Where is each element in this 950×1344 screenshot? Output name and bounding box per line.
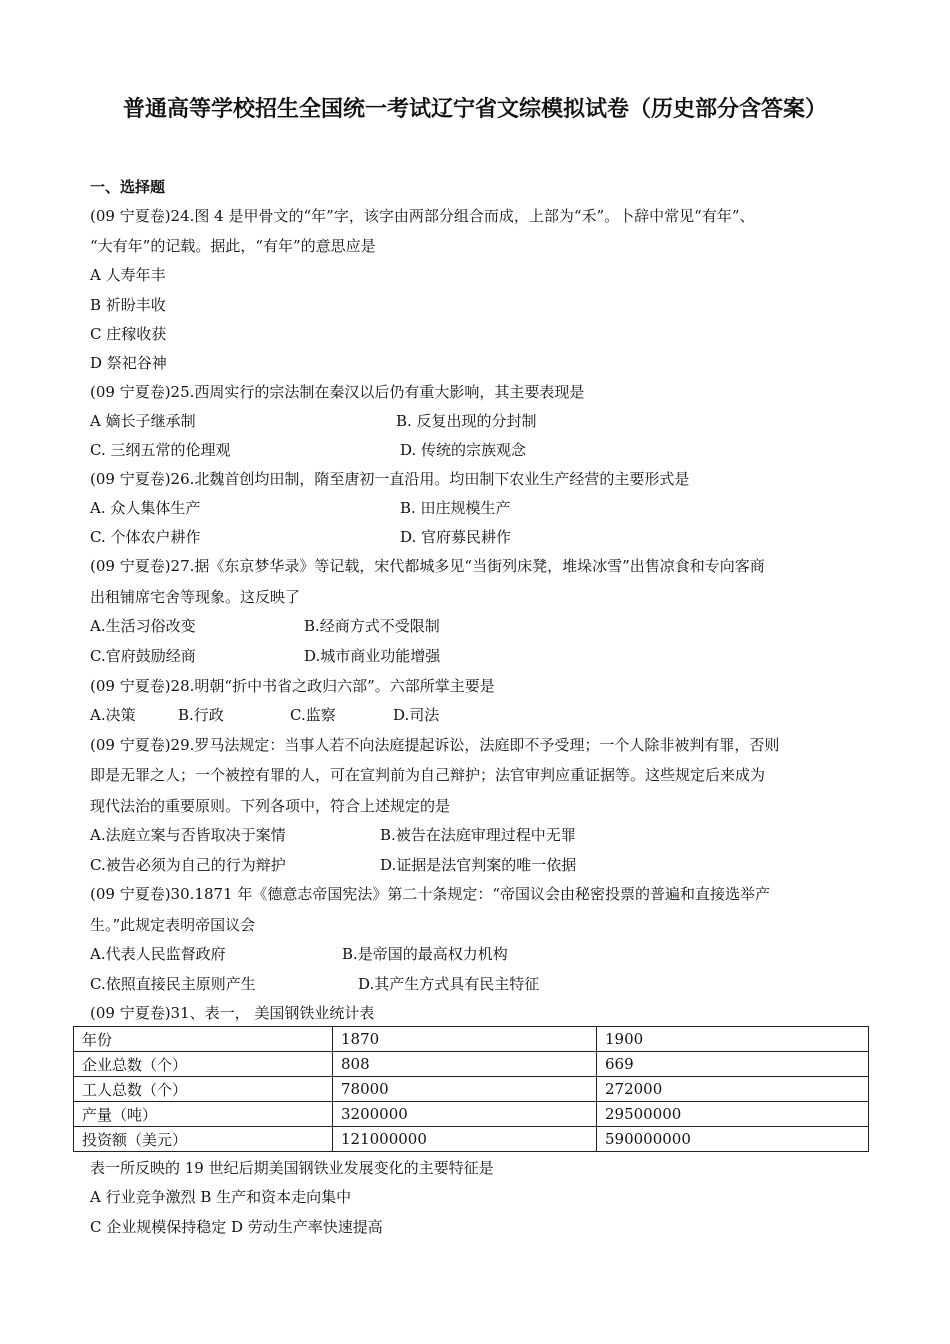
- table-cell: 3200000: [333, 1102, 597, 1127]
- q28-stem: (09 宁夏卷)28.明朝“折中书省之政归六部”。六部所掌主要是: [90, 677, 495, 695]
- table-row: [74, 1027, 869, 1052]
- q26-stem: (09 宁夏卷)26.北魏首创均田制，隋至唐初一直沿用。均田制下农业生产经营的主要形式是: [90, 470, 690, 488]
- q30-stem-line2: 生。”此规定表明帝国议会: [90, 916, 256, 934]
- table-cell: 78000: [333, 1077, 597, 1102]
- page-title: 普通高等学校招生全国统一考试辽宁省文综模拟试卷（历史部分含答案）: [122, 97, 827, 122]
- table-cell: 投资额（美元）: [74, 1127, 333, 1152]
- q26-option-a: A. 众人集体生产: [90, 499, 201, 517]
- q29-stem-line2: 即是无罪之人；一个被控有罪的人，可在宣判前为自己辩护；法官审判应重证据等。这些规定后来成为: [90, 766, 766, 784]
- q27-option-a: A.生活习俗改变: [90, 617, 196, 635]
- q31-options-ab: A 行业竞争激烈 B 生产和资本走向集中: [90, 1188, 352, 1206]
- q29-stem-line3: 现代法治的重要原则。下列各项中，符合上述规定的是: [90, 797, 451, 815]
- q27-option-c: C.官府鼓励经商: [90, 647, 196, 665]
- q28-option-d: D.司法: [393, 706, 440, 724]
- table-cell: 590000000: [597, 1127, 869, 1152]
- q31-stem: (09 宁夏卷)31、表一， 美国钢铁业统计表: [90, 1004, 375, 1022]
- q24-option-d: D 祭祀谷神: [90, 354, 167, 372]
- q27-option-d: D.城市商业功能增强: [304, 647, 441, 665]
- q26-option-b: B. 田庄规模生产: [400, 499, 511, 517]
- q28-option-b: B.行政: [178, 706, 224, 724]
- q27-option-b: B.经商方式不受限制: [304, 617, 440, 635]
- table-row: [74, 1052, 869, 1077]
- table-cell: 年份: [74, 1027, 333, 1052]
- steel-statistics-table: [73, 1026, 869, 1152]
- q30-option-a: A.代表人民监督政府: [90, 945, 226, 963]
- q29-stem-line1: (09 宁夏卷)29.罗马法规定：当事人若不向法庭提起诉讼，法庭即不予受理；一个人除非被判有罪，否则: [90, 736, 780, 754]
- q29-option-c: C.被告必须为自己的行为辩护: [90, 856, 286, 874]
- table-cell: 企业总数（个）: [74, 1052, 333, 1077]
- q26-option-d: D. 官府募民耕作: [400, 528, 512, 546]
- section-heading: 一、选择题: [90, 178, 166, 196]
- q26-option-c: C. 个体农户耕作: [90, 528, 201, 546]
- q29-option-d: D.证据是法官判案的唯一依据: [380, 856, 577, 874]
- q27-stem-line2: 出租铺席宅舍等现象。这反映了: [90, 588, 301, 606]
- table-cell: 121000000: [333, 1127, 597, 1152]
- table-cell: 669: [597, 1052, 869, 1077]
- q29-option-a: A.法庭立案与否皆取决于案情: [90, 826, 286, 844]
- q24-option-a: A 人寿年丰: [90, 266, 166, 284]
- q25-option-b: B. 反复出现的分封制: [396, 412, 537, 430]
- table-cell: 29500000: [597, 1102, 869, 1127]
- q28-option-a: A.决策: [90, 706, 136, 724]
- table-row: [74, 1127, 869, 1152]
- q29-option-b: B.被告在法庭审理过程中无罪: [380, 826, 576, 844]
- table-cell: 272000: [597, 1077, 869, 1102]
- table-cell: 1870: [333, 1027, 597, 1052]
- q24-option-c: C 庄稼收获: [90, 325, 167, 343]
- table-cell: 808: [333, 1052, 597, 1077]
- q30-option-d: D.其产生方式具有民主特征: [358, 975, 540, 993]
- q25-option-d: D. 传统的宗族观念: [400, 441, 527, 459]
- q27-stem-line1: (09 宁夏卷)27.据《东京梦华录》等记载，宋代都城多见“当街列床凳，堆垛冰雪”出售凉食和专向客商: [90, 557, 765, 575]
- q28-option-c: C.监察: [290, 706, 336, 724]
- table-row: [74, 1102, 869, 1127]
- table-cell: 工人总数（个）: [74, 1077, 333, 1102]
- q25-option-a: A 嫡长子继承制: [90, 412, 196, 430]
- q30-option-c: C.依照直接民主原则产生: [90, 975, 256, 993]
- table-cell: 产量（吨）: [74, 1102, 333, 1127]
- q24-stem-line1: (09 宁夏卷)24.图 4 是甲骨文的“年”字，该字由两部分组合而成，上部为“禾”。卜辞中常见“有年”、: [90, 207, 755, 225]
- table-cell: 1900: [597, 1027, 869, 1052]
- q25-option-c: C. 三纲五常的伦理观: [90, 441, 231, 459]
- table-row: [74, 1077, 869, 1102]
- q31-question: 表一所反映的 19 世纪后期美国钢铁业发展变化的主要特征是: [90, 1159, 494, 1177]
- q25-stem: (09 宁夏卷)25.西周实行的宗法制在秦汉以后仍有重大影响，其主要表现是: [90, 383, 585, 401]
- q24-stem-line2: “大有年”的记载。据此，“有年”的意思应是: [90, 237, 376, 255]
- q30-stem-line1: (09 宁夏卷)30.1871 年《德意志帝国宪法》第二十条规定：“帝国议会由秘密投票的普遍和直接选举产: [90, 885, 771, 903]
- q31-options-cd: C 企业规模保持稳定 D 劳动生产率快速提高: [90, 1218, 383, 1236]
- q24-option-b: B 祈盼丰收: [90, 296, 166, 314]
- q30-option-b: B.是帝国的最高权力机构: [342, 945, 508, 963]
